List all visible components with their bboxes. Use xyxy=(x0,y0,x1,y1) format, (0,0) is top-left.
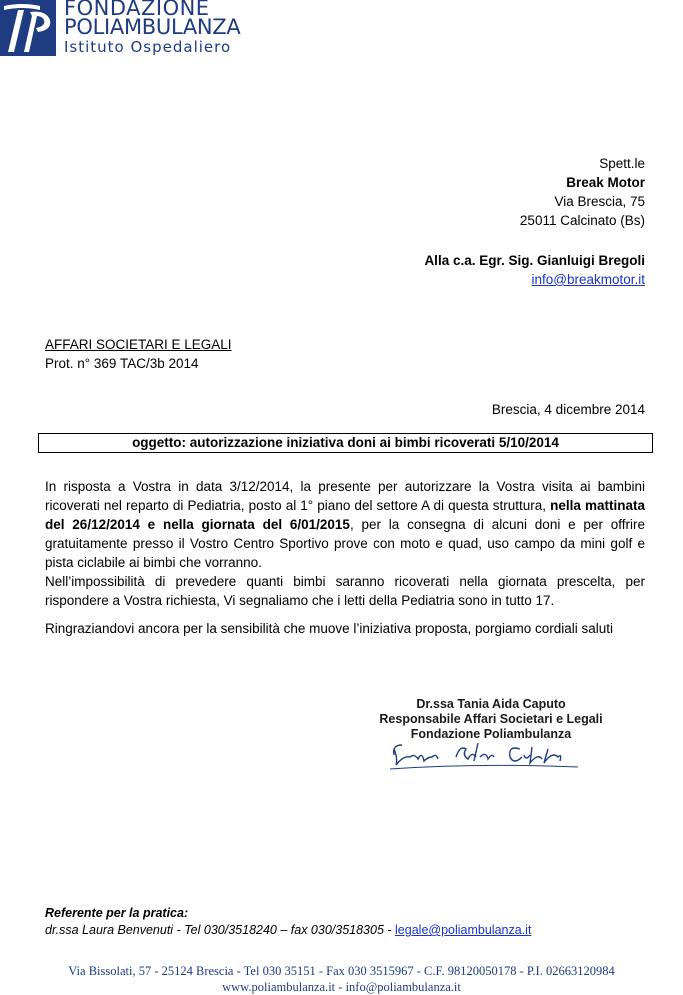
letter-date: Brescia, 4 dicembre 2014 xyxy=(491,402,645,417)
body-p1-text-a: In risposta a Vostra in data 3/12/2014, la presente per autorizzare la Vostra visita ai bambini ricoverati nel reparto di Pediatria, posto al 1° piano del settore A di questa struttura, xyxy=(45,479,645,513)
logo-line-3: Istituto Ospedaliero xyxy=(64,38,232,56)
recipient-email-link[interactable]: info@breakmotor.it xyxy=(531,272,645,287)
referent-block xyxy=(45,905,531,939)
recipient-city: 25011 Calcinato (Bs) xyxy=(519,213,645,228)
body-p1-text-b: , per la consegna di alcuni doni e per offrire gratuitamente presso il Vostro Centro Sportivo prove con moto e quad, uso campo da mini golf e pista ciclabile ai bimbi che vorranno. xyxy=(45,517,645,570)
department-block xyxy=(45,335,232,373)
signature-org: Fondazione Poliambulanza xyxy=(410,727,572,741)
logo-text xyxy=(64,0,240,55)
body-p1-bold: nella mattinata del 26/12/2014 e nella giornata del 6/01/2015 xyxy=(45,498,645,532)
recipient-street: Via Brescia, 75 xyxy=(554,194,645,209)
protocol-number: Prot. n° 369 TAC/3b 2014 xyxy=(45,356,199,371)
recipient-attention: Alla c.a. Egr. Sig. Gianluigi Bregoli xyxy=(424,253,645,268)
footer-address: Via Bissolati, 57 - 25124 Brescia - Tel 030 35151 - Fax 030 3515967 - C.F. 98120050178 - P.I. 02663120984 xyxy=(68,964,615,978)
logo-line-2: POLIAMBULANZA xyxy=(64,15,241,39)
referent-email-link[interactable]: legale@poliambulanza.it xyxy=(395,923,532,937)
body-paragraph-1 xyxy=(45,477,645,572)
footer-web: www.poliambulanza.it - info@poliambulanza.it xyxy=(222,980,461,994)
recipient-company: Break Motor xyxy=(566,175,645,190)
referent-details: dr.ssa Laura Benvenuti - Tel 030/3518240 – fax 030/3518305 - xyxy=(45,923,396,937)
recipient-attention-block xyxy=(424,251,645,289)
recipient-address xyxy=(520,154,645,230)
logo-mark-icon xyxy=(0,0,56,56)
recipient-salutation: Spett.le xyxy=(599,156,645,171)
handwritten-signature xyxy=(388,735,588,771)
body-paragraph-2: Nell’impossibilità di prevedere quanti bimbi saranno ricoverati nella giornata prescelta, per rispondere a Vostra richiesta, Vi segnaliamo che i letti della Pediatria sono in tutto 17. xyxy=(45,574,645,608)
referent-title: Referente per la pratica: xyxy=(45,906,189,920)
subject-box xyxy=(38,433,653,453)
signature-name: Dr.ssa Tania Aida Caputo xyxy=(416,697,566,711)
department-name: AFFARI SOCIETARI E LEGALI xyxy=(45,337,232,352)
subject-text: oggetto: autorizzazione iniziativa doni ai bimbi ricoverati 5/10/2014 xyxy=(132,435,559,450)
logo-line-1: FONDAZIONE xyxy=(64,0,210,20)
footer xyxy=(0,963,683,995)
signature-role: Responsabile Affari Societari e Legali xyxy=(379,712,603,726)
body-paragraph-3: Ringraziandovi ancora per la sensibilità che muove l’iniziativa proposta, porgiamo cordiali saluti xyxy=(45,621,614,636)
